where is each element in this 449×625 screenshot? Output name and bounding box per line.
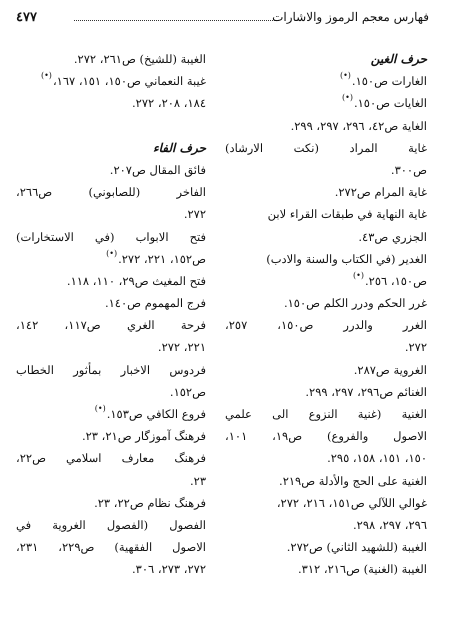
index-entry-line [16,292,206,314]
entry-text: الفصول (الفصول الغروية في [16,517,206,532]
entry-text: ٢٢١، ٢٧٢. [157,340,206,355]
entry-text: ص١٥٢، ٢٢١، ٢٧٢. [118,251,206,266]
index-entry-line [16,115,206,137]
index-entry-line [16,403,206,425]
index-entry-line [16,425,206,447]
entry-text: الجزري ص٤٣. [358,229,427,244]
index-entry-line [225,536,427,558]
index-entry-line [16,181,206,203]
index-entry-line [225,137,427,159]
entry-text: غاية المراد (نكت الارشاد) [225,140,427,155]
index-entry-line [16,270,206,292]
index-entry-line [16,514,206,536]
index-entry-line [225,359,427,381]
index-entry-line [16,159,206,181]
entry-text: فرهنگ نظام ص٢٢، ٢٣. [94,495,206,510]
page-header [16,10,429,30]
index-entry-line [225,381,427,403]
entry-text: الغنية على الحج والأدلة ص٢١٩. [279,473,427,488]
entry-text: الغروية ص٢٨٧. [353,362,427,377]
index-entry-line [16,203,206,225]
entry-text: فرج المهموم ص١٤٠. [104,296,206,311]
bullet-mark: (•) [94,404,106,413]
entry-text: غاية النهاية في طبقات القراء لابن [267,207,427,222]
entry-text: فتح المغيث ص٢٩، ١١٠، ١١٨. [66,273,206,288]
index-entry-line [16,70,206,92]
section-heading [225,48,427,70]
entry-text: الغدير (في الكتاب والسنة والادب) [266,251,427,266]
index-entry-line [16,470,206,492]
index-column-left [16,48,206,581]
entry-text: فتح الابواب (في الاستخارات) [16,229,206,244]
index-entry-line [225,492,427,514]
entry-text: حرف الغين [370,52,427,66]
index-column-right [225,48,427,581]
index-entry-line [16,336,206,358]
index-entry-line [16,558,206,580]
index-entry-line [225,403,427,425]
bullet-mark: (•) [106,248,118,258]
bullet-mark: (•) [40,71,52,81]
entry-text: غرر الحكم ودرر الكلم ص١٥٠. [283,296,427,311]
entry-text: الفاخر (للصابوني) ص٢٦٦، [16,185,206,200]
running-title: فهارس معجم الرموز والاشارات [272,10,429,24]
bullet-mark: (•) [342,93,353,103]
index-entry-line [16,359,206,381]
entry-text: الغاية ص٤٢، ٢٩٦، ٢٩٧، ٢٩٩. [290,118,427,133]
entry-text: ٢٩٦، ٢٩٧، ٢٩٨. [353,517,427,532]
entry-text: الغارات ص١٥٠. [351,74,427,89]
index-entry-line [225,248,427,270]
index-entry-line [225,425,427,447]
index-entry-line [16,447,206,469]
entry-text: الغرر والدرر ص١٥٠، ٢٥٧، [225,318,427,333]
index-entry-line [225,181,427,203]
entry-text: فرحة الغري ص١١٧، ١٤٢، [16,318,206,333]
entry-text: غوالي اللآلي ص١٥١، ٢١٦، ٢٧٢، [276,495,427,510]
index-entry-line [16,492,206,514]
index-entry-line [225,270,427,292]
index-entry-line [225,92,427,114]
entry-text: فردوس الاخبار بمأثور الخطاب [16,362,206,377]
section-heading [16,137,206,159]
header-dotted-leader [74,20,279,21]
index-entry-line [16,536,206,558]
entry-text: حرف الفاء [152,140,206,155]
entry-text: الغنية (غنية النزوع الى علمي [225,407,427,421]
entry-text: غيبة النعماني ص١٥٠، ١٥١، ١٦٧، [52,74,206,89]
entry-text: ٢٧٢. [404,340,427,355]
entry-text: الاصول والفروع) ص١٩، ١٠١، [225,429,427,444]
index-entry-line [16,226,206,248]
index-entry-line [16,48,206,70]
entry-text: فرهنگ آموزگار ص٢١، ٢٣. [81,429,206,444]
index-entry-line [225,314,427,336]
entry-text: الغيبة (للشيخ) ص٢٦١، ٢٧٢. [73,52,206,66]
entry-text: الغايات ص١٥٠. [353,96,427,111]
entry-text: الغيبة (للشهيد الثاني) ص٢٧٢. [286,540,427,555]
index-entry-line [225,159,427,181]
index-entry-line [16,248,206,270]
entry-text: ص١٥٢. [169,384,206,399]
entry-text: غاية المرام ص٢٧٢. [334,185,427,200]
index-entry-line [16,92,206,114]
entry-text: الاصول الفقهية) ص٢٢٩، ٢٣١، [16,540,206,555]
entry-text: ص٣٠٠. [390,162,427,177]
entry-text: ١٨٤، ٢٠٨، ٢٧٢. [132,96,206,111]
entry-text: ٢٣. [189,473,206,488]
index-entry-line [225,203,427,225]
index-entry-line [225,514,427,536]
entry-text: ٢٧٢، ٢٧٣، ٣٠٦. [132,562,206,577]
index-entry-line [16,314,206,336]
index-entry-line [225,115,427,137]
index-entry-line [16,381,206,403]
bullet-mark: (•) [353,270,364,280]
entry-text: الغنائم ص٢٩٦، ٢٩٧، ٢٩٩. [305,384,427,399]
index-entry-line [225,470,427,492]
index-entry-line [225,336,427,358]
entry-text: الغيبة (الغنية) ص٢١٦، ٣١٢. [298,562,427,577]
entry-text: فروع الكافي ص١٥٣. [106,407,206,421]
entry-text: فائق المقال ص٢٠٧. [109,162,206,177]
entry-text: ١٥٠، ١٥١، ١٥٨، ٢٩٥. [327,451,427,466]
entry-text: ص١٥٠، ٢٥٦. [365,273,427,288]
index-entry-line [225,70,427,92]
entry-text: فرهنگ معارف اسلامي ص٢٢، [16,451,206,466]
entry-text: ٢٧٢. [183,207,206,222]
index-entry-line [225,447,427,469]
index-entry-line [225,226,427,248]
bullet-mark: (•) [339,71,351,81]
page-number: ٤٧٧ [16,10,37,25]
index-entry-line [225,292,427,314]
index-entry-line [225,558,427,580]
